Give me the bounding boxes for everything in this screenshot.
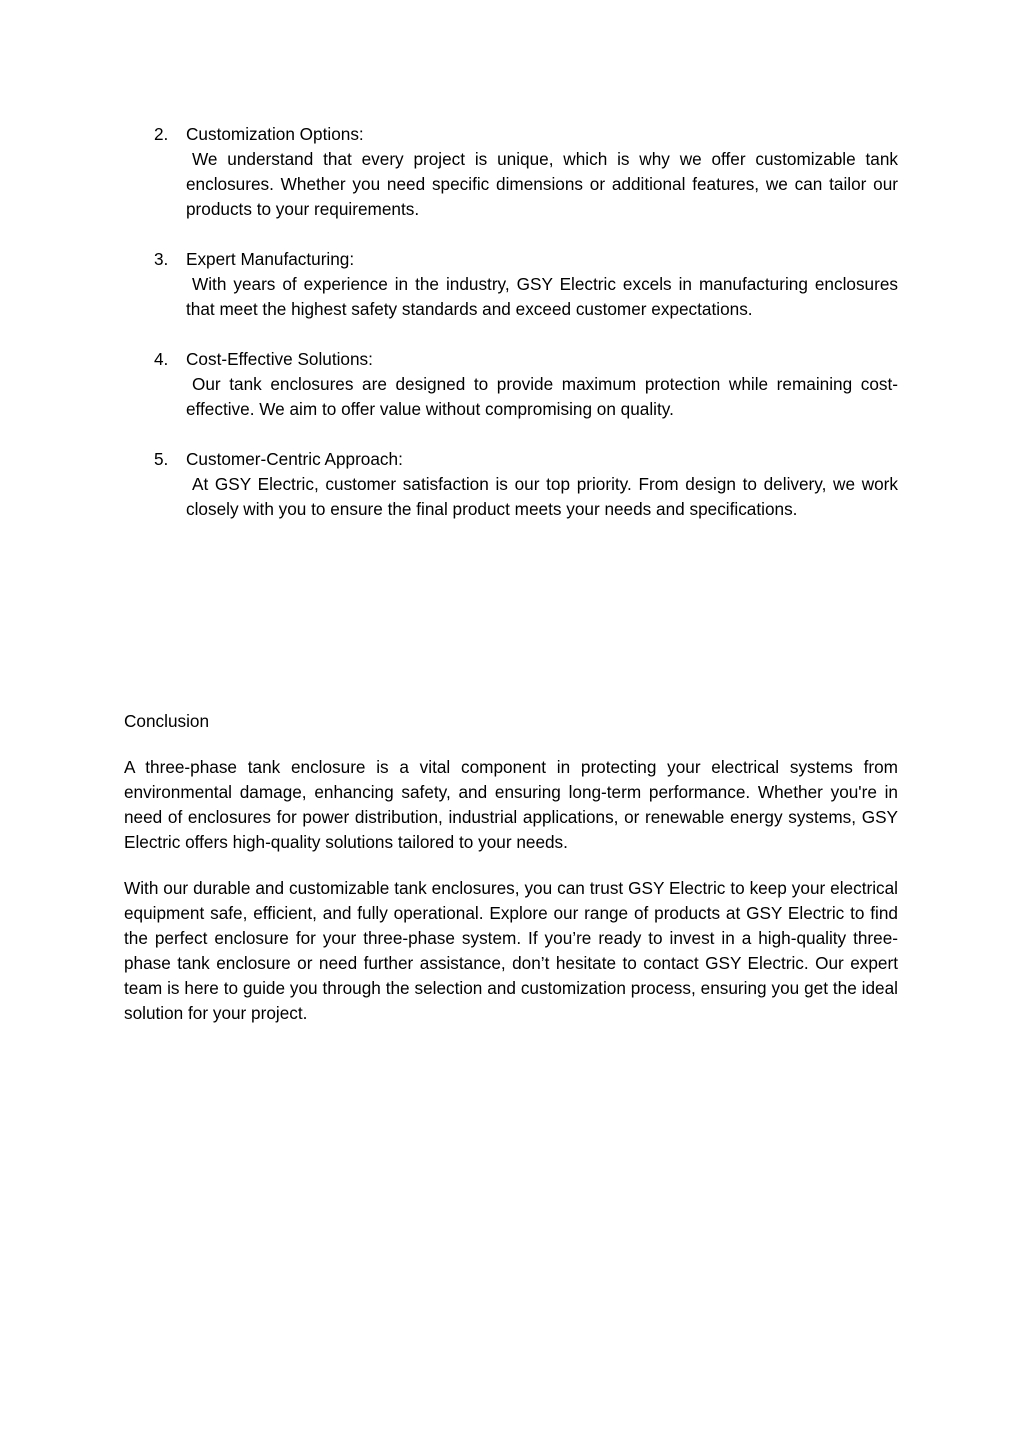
list-item-title: Expert Manufacturing: — [186, 249, 355, 269]
paragraph: With our durable and customizable tank enclosures, you can trust GSY Electric to keep your electrical equipment safe, efficient, and fully operational. Explore our range of products at GSY Electric to find the perfect enclosure for your three-phase system. If you’re ready to invest in a high-quality three-phase tank enclosure or need further assistance, don’t hesitate to contact GSY Electric. Our expert team is here to guide you through the selection and customization process, ensuring you get the ideal solution for your project. — [124, 878, 898, 1023]
list-item-title: Customer-Centric Approach: — [186, 449, 403, 469]
list-item-number: 2. — [154, 124, 169, 144]
conclusion-section — [124, 709, 898, 1047]
list-item-number: 4. — [154, 349, 169, 369]
list-item — [124, 247, 898, 322]
list-item — [124, 347, 898, 422]
list-item — [124, 122, 898, 222]
list-item-body: At GSY Electric, customer satisfaction is our top priority. From design to delivery, we work closely with you to ensure the final product meets your needs and specifications. — [186, 474, 898, 519]
list-item-number: 5. — [154, 449, 169, 469]
list-item-body: Our tank enclosures are designed to provide maximum protection while remaining cost-effective. We aim to offer value without compromising on quality. — [186, 374, 898, 419]
list-item-body: We understand that every project is unique, which is why we offer customizable tank enclosures. Whether you need specific dimensions or additional features, we can tailor our products to your requirements. — [186, 149, 898, 219]
list-item — [124, 447, 898, 522]
list-item-number: 3. — [154, 249, 169, 269]
benefits-list — [124, 122, 898, 547]
paragraph: A three-phase tank enclosure is a vital component in protecting your electrical systems from environmental damage, enhancing safety, and ensuring long-term performance. Whether you're in need of enclosures for power distribution, industrial applications, or renewable energy systems, GSY Electric offers high-quality solutions tailored to your needs. — [124, 757, 898, 852]
section-heading: Conclusion — [124, 711, 210, 731]
list-item-title: Cost-Effective Solutions: — [186, 349, 373, 369]
list-item-title: Customization Options: — [186, 124, 364, 144]
list-item-body: With years of experience in the industry, GSY Electric excels in manufacturing enclosures that meet the highest safety standards and exceed customer expectations. — [186, 274, 898, 319]
